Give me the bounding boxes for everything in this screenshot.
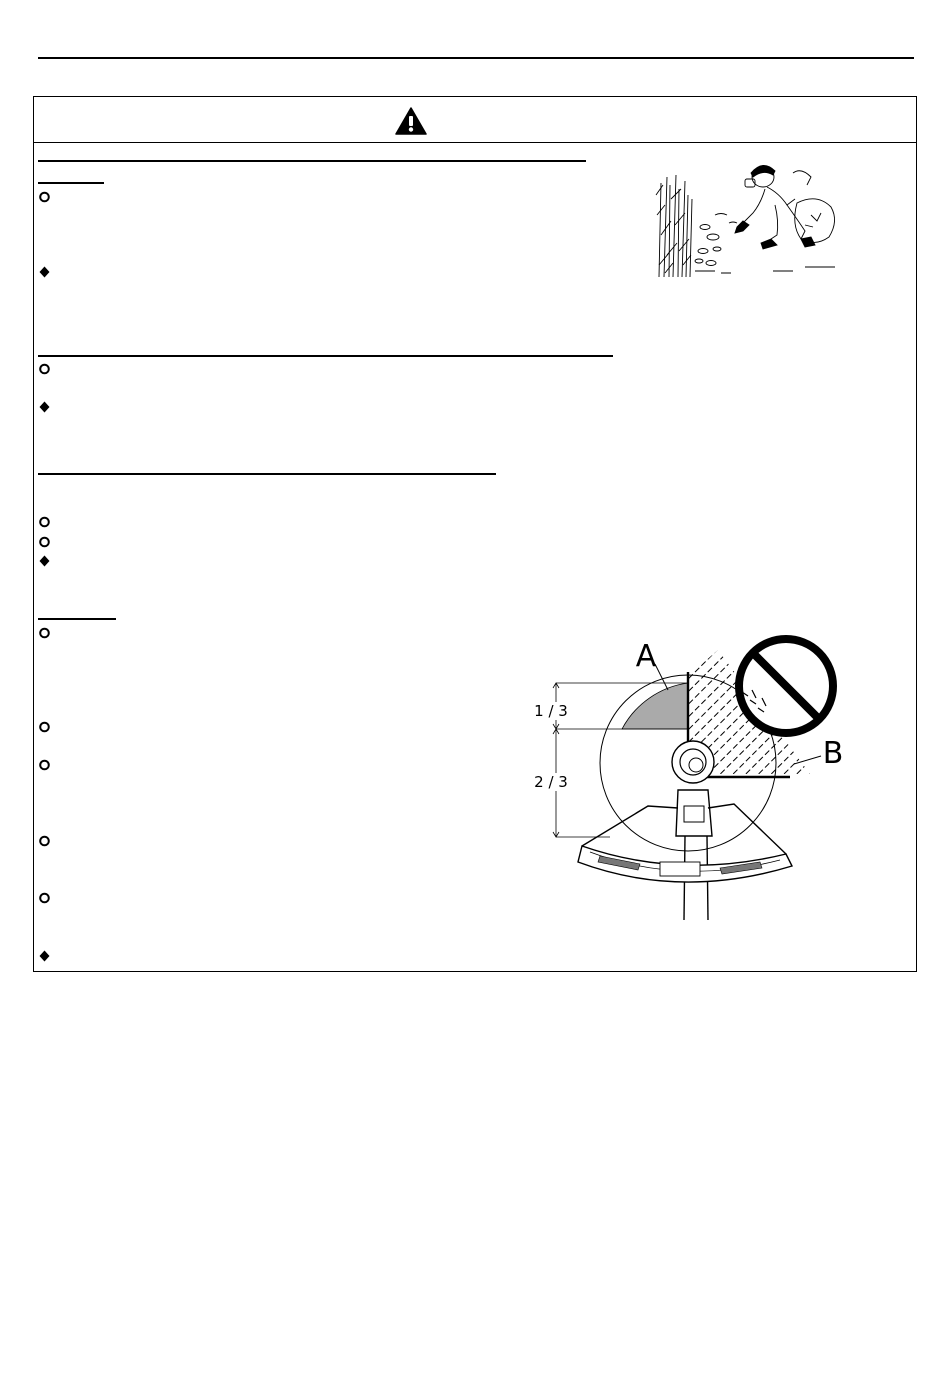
circle-bullet-icon [38,535,52,549]
section-1-subheading-rule [38,182,104,184]
label-a: A [635,639,657,674]
fraction-two-thirds: 2 / 3 [534,773,568,791]
section-2-heading-rule [38,355,613,357]
worker-clearing-debris-illustration [655,155,850,280]
warning-triangle-icon [395,107,427,135]
warning-header [34,97,916,143]
circle-bullet-icon [38,758,52,772]
cutting-zone-diagram [520,630,850,920]
diamond-bullet-icon [38,554,52,568]
top-rule [38,57,914,59]
section-3-heading-rule [38,473,496,475]
circle-bullet-icon [38,891,52,905]
circle-bullet-icon [38,362,52,376]
section-4-heading-rule [38,618,116,620]
fraction-one-third: 1 / 3 [534,702,568,720]
section-1-heading-rule [38,160,586,162]
diamond-bullet-icon [38,949,52,963]
prohibition-sign-icon [739,639,833,733]
circle-bullet-icon [38,626,52,640]
diamond-bullet-icon [38,265,52,279]
label-b: B [822,736,844,771]
circle-bullet-icon [38,834,52,848]
zone-a-shaded-area [622,683,688,729]
circle-bullet-icon [38,720,52,734]
diamond-bullet-icon [38,400,52,414]
circle-bullet-icon [38,515,52,529]
circle-bullet-icon [38,190,52,204]
